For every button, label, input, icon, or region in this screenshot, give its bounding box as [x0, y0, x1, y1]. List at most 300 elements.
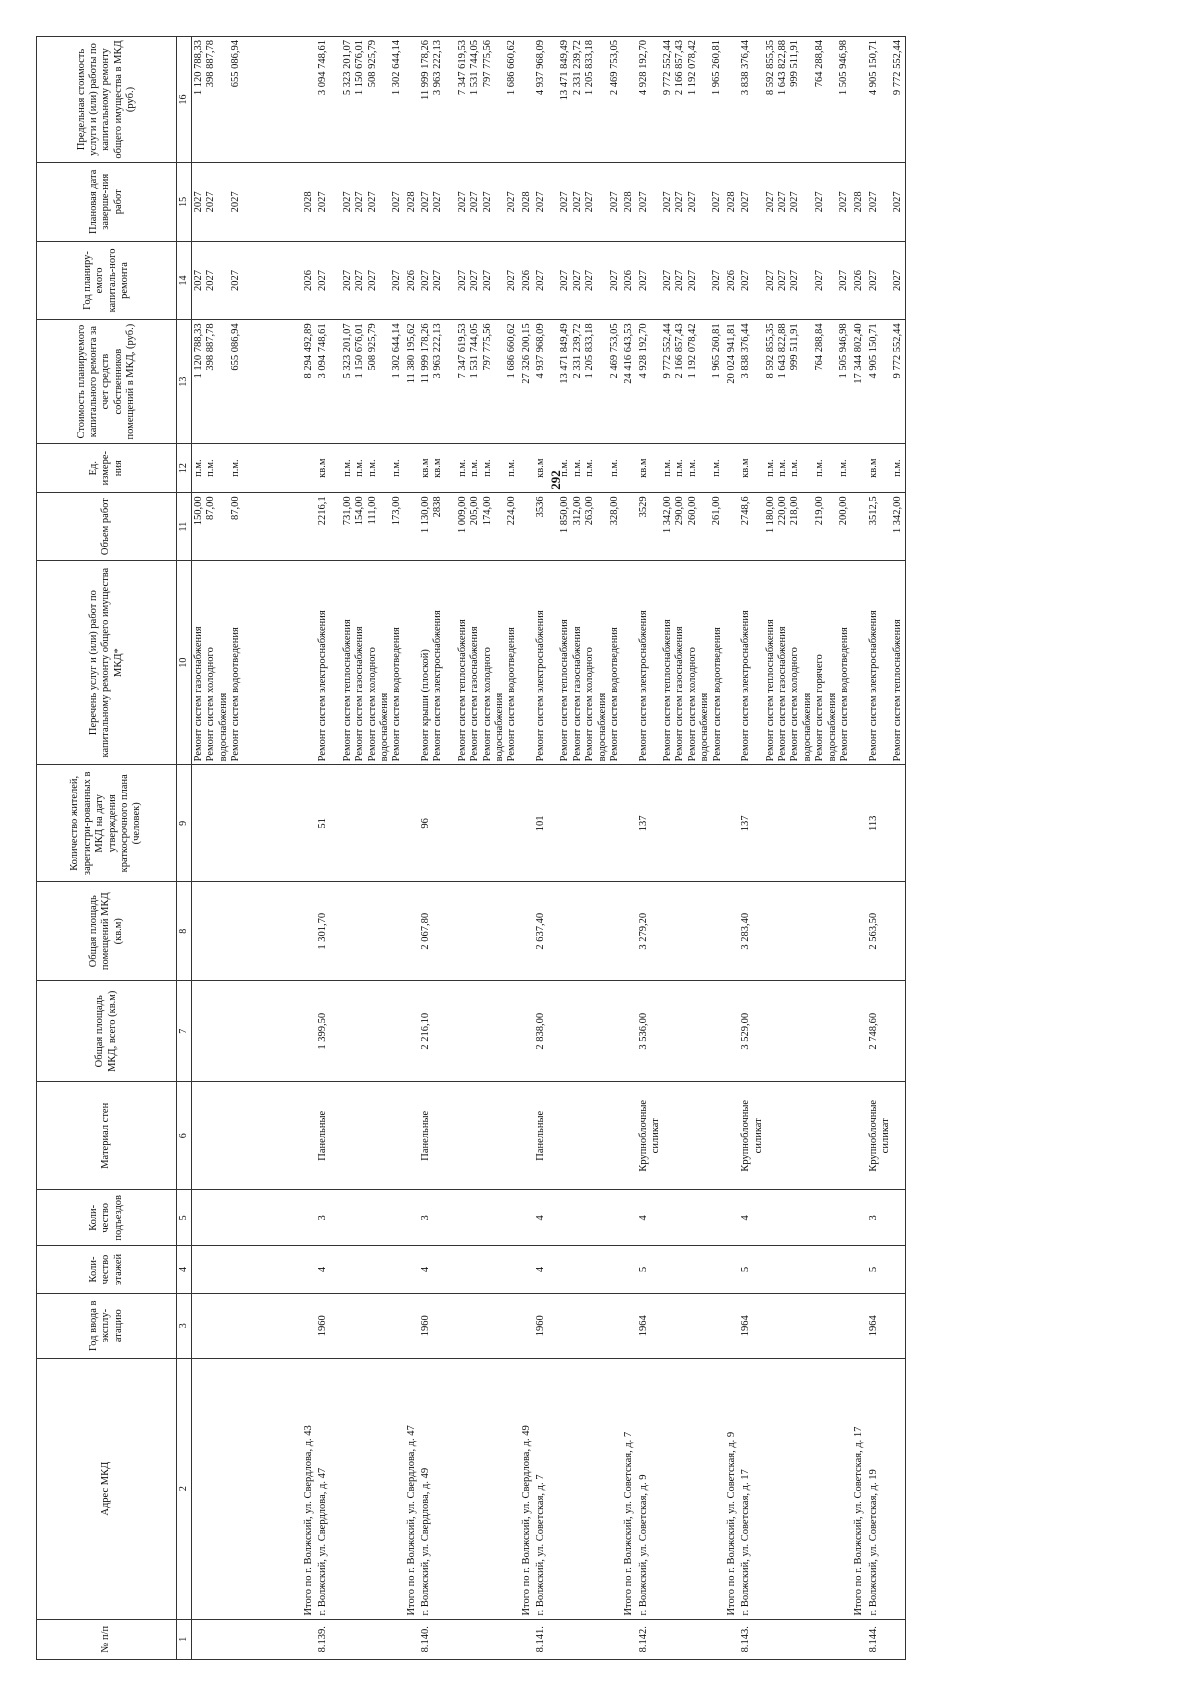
- planned-year-cell-line: [330, 245, 342, 317]
- entrances-cell-value: [303, 1193, 315, 1242]
- row-number: [316, 1619, 404, 1659]
- works-list-cell-line: Ремонт систем холодного: [366, 647, 378, 762]
- year-built-cell: [316, 1293, 404, 1358]
- residents-cell-value: 113: [867, 815, 879, 832]
- limit-cost-cell-line: 999 511,91: [789, 40, 801, 87]
- entrances-cell: [637, 1190, 725, 1246]
- entrances-cell-value: [623, 1193, 635, 1242]
- residents-cell-value: [406, 768, 418, 878]
- repair-cost-cell-line: 764 288,84: [813, 323, 825, 371]
- works-list-cell: [622, 560, 636, 765]
- works-list-cell-line: Ремонт систем холодного: [686, 647, 698, 762]
- premises-area-cell-value: [521, 885, 533, 977]
- total-area-cell-value: [623, 984, 635, 1078]
- end-date-cell: [520, 162, 534, 241]
- repair-cost-cell-line: 3 838 376,44: [740, 323, 752, 379]
- works-list-cell-line: Ремонт систем горячего: [814, 654, 826, 762]
- col-number: 3: [177, 1293, 192, 1358]
- col-number: 14: [177, 241, 192, 320]
- year-built-cell: [419, 1293, 520, 1358]
- planned-year-cell-line: 2027: [535, 269, 546, 291]
- limit-cost-cell-line: 655 086,94: [229, 40, 241, 88]
- limit-cost-cell-line: [853, 40, 865, 159]
- limit-cost-cell: [852, 37, 866, 163]
- works-list-cell-line: [330, 564, 342, 762]
- wall-material-cell: [419, 1082, 520, 1190]
- limit-cost-cell-line: [494, 40, 506, 159]
- col-number: 13: [177, 320, 192, 444]
- end-date-cell: [405, 162, 419, 241]
- repair-cost-cell-line: 1 205 833,18: [584, 323, 596, 379]
- works-list-cell-line: водоснабжения: [801, 692, 813, 762]
- total-area-cell: [739, 981, 852, 1082]
- works-list-cell-line: [521, 564, 533, 762]
- wall-material-cell: [739, 1082, 852, 1190]
- premises-area-cell: [852, 882, 866, 981]
- entrances-cell: [520, 1190, 534, 1246]
- unit-cell: [622, 443, 636, 492]
- planned-year-cell: [637, 241, 725, 320]
- address-cell-line: Итого по г. Волжский, ул. Советская, д. 9: [725, 1431, 737, 1616]
- repair-cost-cell-line: 398 887,78: [205, 323, 217, 371]
- residents-cell-value: [521, 768, 533, 878]
- unit-cell-line: п.м.: [764, 459, 776, 477]
- unit-cell: [316, 443, 404, 492]
- residents-cell-value: 137: [740, 815, 752, 832]
- end-date-cell-line: 2027: [432, 191, 444, 213]
- limit-cost-cell-line: 1 686 660,62: [505, 40, 517, 96]
- floors-cell-value: [303, 1249, 315, 1289]
- unit-cell-line: [753, 447, 765, 489]
- unit-cell-line: п.м.: [662, 459, 673, 477]
- end-date-cell-line: 2027: [892, 191, 903, 213]
- wall-material-cell-line: [406, 1085, 418, 1186]
- limit-cost-cell-line: 797 775,56: [481, 40, 493, 88]
- end-date-cell-line: 2027: [740, 191, 752, 213]
- total-area-cell-value: 2 216,10: [420, 1012, 431, 1050]
- year-built-cell: [534, 1293, 622, 1358]
- work-volume-cell-line: 260,00: [686, 496, 698, 526]
- work-volume-cell-line: [726, 496, 738, 556]
- total-area-cell: [192, 981, 303, 1082]
- limit-cost-cell: [725, 37, 739, 163]
- repair-cost-cell: [867, 320, 906, 444]
- premises-area-cell: [867, 882, 906, 981]
- works-list-cell-line: [623, 564, 635, 762]
- col-header: Коли-чество этажей: [37, 1246, 177, 1293]
- repair-cost-cell-line: [218, 323, 230, 440]
- col-header: Плановая дата заверше-ния работ: [37, 162, 177, 241]
- planned-year-cell-line: [445, 245, 457, 317]
- unit-cell-line: кв.м: [637, 458, 649, 478]
- wall-material-cell-line: [521, 1085, 533, 1186]
- repair-cost-cell: [739, 320, 852, 444]
- end-date-cell-line: 2027: [535, 191, 546, 213]
- unit-cell-line: [303, 447, 315, 489]
- end-date-cell-line: 2027: [764, 191, 776, 213]
- total-area-cell: [419, 981, 520, 1082]
- table-row: [534, 37, 622, 1660]
- limit-cost-cell-line: [650, 40, 662, 159]
- repair-cost-cell: [852, 320, 866, 444]
- works-list-cell: [637, 560, 725, 765]
- unit-cell-line: п.м.: [469, 459, 481, 477]
- work-volume-cell-line: 1 850,00: [559, 496, 571, 534]
- repair-cost-cell-line: 3 094 748,61: [317, 323, 329, 379]
- residents-cell: [405, 765, 419, 882]
- work-volume-cell-line: 290,00: [674, 496, 686, 526]
- end-date-cell-line: 2027: [469, 191, 481, 213]
- header-row: [37, 37, 177, 1660]
- end-date-cell-line: 2028: [623, 191, 635, 213]
- address-cell-line: [241, 1362, 253, 1616]
- residents-cell: [534, 765, 622, 882]
- limit-cost-cell-line: [547, 40, 559, 159]
- col-header: Адрес МКД: [37, 1358, 177, 1619]
- premises-area-cell-value: 1 301,70: [317, 912, 329, 950]
- planned-year-cell-line: 2027: [193, 269, 204, 291]
- works-list-cell-line: Ремонт систем водоотведения: [391, 627, 403, 762]
- end-date-cell-line: [699, 166, 711, 238]
- limit-cost-cell-line: 1 531 744,05: [469, 40, 481, 96]
- works-list-cell-line: Ремонт систем холодного: [205, 647, 217, 762]
- work-volume-cell-line: 312,00: [571, 496, 583, 526]
- end-date-cell: [419, 162, 520, 241]
- col-number: 12: [177, 443, 192, 492]
- wall-material-cell-line: [726, 1085, 738, 1186]
- repair-cost-cell: [419, 320, 520, 444]
- total-area-cell: [637, 981, 725, 1082]
- planned-year-cell-line: 2027: [892, 269, 903, 291]
- residents-cell: [192, 765, 303, 882]
- premises-area-cell: [405, 882, 419, 981]
- works-list-cell-line: Ремонт крыши (плоской): [420, 649, 431, 762]
- planned-year-cell-line: [880, 245, 892, 317]
- planned-year-cell-line: 2027: [740, 269, 752, 291]
- col-number: 6: [177, 1082, 192, 1190]
- address-cell-line: г. Волжский, ул. Советская, д. 17: [740, 1469, 752, 1616]
- works-list-cell: [852, 560, 866, 765]
- end-date-cell-line: 2028: [520, 191, 532, 213]
- total-area-cell: [520, 981, 534, 1082]
- total-area-cell-value: 3 536,00: [637, 1012, 649, 1050]
- year-built-cell-value: 1964: [740, 1315, 752, 1337]
- work-volume-cell-line: [853, 496, 865, 556]
- entrances-cell-value: [853, 1193, 865, 1242]
- planned-year-cell-line: 2027: [205, 269, 217, 291]
- address-cell: [534, 1358, 622, 1619]
- table-row: [852, 37, 866, 1660]
- work-volume-cell: [725, 493, 739, 560]
- table-row: [725, 37, 739, 1660]
- year-built-cell: [637, 1293, 725, 1358]
- premises-area-cell-value: 2 067,80: [420, 912, 431, 950]
- work-volume-cell-line: 87,00: [205, 496, 217, 521]
- unit-cell: [725, 443, 739, 492]
- address-cell-line: г. Волжский, ул. Свердлова, д. 49: [420, 1467, 431, 1616]
- limit-cost-cell-line: 1 302 644,14: [390, 40, 402, 96]
- planned-year-cell-line: [597, 245, 609, 317]
- col-number: 8: [177, 882, 192, 981]
- unit-cell-line: п.м.: [571, 459, 583, 477]
- work-volume-cell: [192, 493, 303, 560]
- planned-year-cell-line: 2027: [608, 269, 620, 291]
- end-date-cell-line: [826, 166, 838, 238]
- wall-material-cell-line: Панельные: [535, 1110, 546, 1161]
- entrances-cell: [867, 1190, 906, 1246]
- premises-area-cell: [302, 882, 316, 981]
- repair-cost-cell-line: [753, 323, 765, 440]
- planned-year-cell-line: [826, 245, 838, 317]
- works-list-cell-line: Ремонт систем электроснабжения: [535, 610, 546, 762]
- residents-cell-value: [303, 768, 315, 878]
- repair-cost-cell: [725, 320, 739, 444]
- end-date-cell-line: 2027: [505, 191, 517, 213]
- repair-cost-cell-line: 2 331 239,72: [571, 323, 583, 379]
- end-date-cell-line: 2027: [637, 191, 649, 213]
- address-cell-line: г. Волжский, ул. Советская, д. 19: [867, 1469, 879, 1616]
- work-volume-cell: [405, 493, 419, 560]
- year-built-cell-value: [623, 1297, 635, 1355]
- total-area-cell: [867, 981, 906, 1082]
- year-built-cell: [725, 1293, 739, 1358]
- limit-cost-cell-line: [802, 40, 814, 159]
- end-date-cell: [739, 162, 852, 241]
- works-list-cell-line: Ремонт систем водоотведения: [711, 627, 723, 762]
- unit-cell-line: п.м.: [390, 459, 402, 477]
- planned-year-cell-line: 2027: [686, 269, 698, 291]
- work-volume-cell-line: 220,00: [777, 496, 788, 526]
- unit-cell-line: п.м.: [777, 459, 788, 477]
- planned-year-cell-line: 2027: [777, 269, 788, 291]
- repair-cost-cell-line: [547, 323, 559, 440]
- total-area-cell: [725, 981, 739, 1082]
- limit-cost-cell: [192, 37, 303, 163]
- works-list-cell: [867, 560, 906, 765]
- unit-cell-line: [547, 447, 559, 489]
- year-built-cell-value: [726, 1297, 738, 1355]
- end-date-cell: [637, 162, 725, 241]
- premises-area-cell-value: 2 637,40: [535, 912, 546, 950]
- unit-cell-line: кв.м: [867, 458, 879, 478]
- works-list-cell-line: Ремонт систем холодного: [481, 647, 493, 762]
- row-number-value: 8.140.: [420, 1626, 431, 1653]
- unit-cell-line: п.м.: [608, 459, 620, 477]
- work-volume-cell-line: 3512,5: [867, 496, 879, 526]
- limit-cost-cell-line: 9 772 552,44: [892, 40, 903, 96]
- address-cell: [739, 1358, 852, 1619]
- unit-cell: [520, 443, 534, 492]
- address-cell-line: [253, 1362, 265, 1616]
- table-row: [316, 37, 404, 1660]
- table-row: [622, 37, 636, 1660]
- end-date-cell-line: [445, 166, 457, 238]
- limit-cost-cell-line: [379, 40, 391, 159]
- col-number: 1: [177, 1619, 192, 1659]
- work-volume-cell: [520, 493, 534, 560]
- wall-material-cell-line: [193, 1085, 205, 1186]
- repair-cost-cell: [637, 320, 725, 444]
- works-list-cell: [534, 560, 622, 765]
- planned-year-cell-line: 2026: [853, 269, 865, 291]
- limit-cost-cell-line: 2 331 239,72: [571, 40, 583, 96]
- repair-cost-cell-line: [699, 323, 711, 440]
- col-header: № п/п: [37, 1619, 177, 1659]
- total-area-cell-value: [853, 984, 865, 1078]
- floors-cell-value: 4: [317, 1266, 329, 1273]
- wall-material-cell: [637, 1082, 725, 1190]
- col-number: 7: [177, 981, 192, 1082]
- planned-year-cell-line: [699, 245, 711, 317]
- row-number-value: [521, 1623, 533, 1656]
- work-volume-cell-line: [445, 496, 457, 556]
- row-number-value: [406, 1623, 418, 1656]
- wall-material-cell-line: [303, 1085, 315, 1186]
- repair-cost-cell: [316, 320, 404, 444]
- work-volume-cell-line: 154,00: [354, 496, 366, 526]
- address-cell: [520, 1358, 534, 1619]
- work-volume-cell-line: 219,00: [813, 496, 825, 526]
- total-area-cell: [302, 981, 316, 1082]
- address-cell-line: [265, 1362, 277, 1616]
- year-built-cell-value: [853, 1297, 865, 1355]
- works-list-cell-line: Ремонт систем водоотведения: [230, 627, 242, 762]
- wall-material-cell-line: [623, 1085, 635, 1186]
- planned-year-cell-line: 2027: [354, 269, 366, 291]
- limit-cost-cell-line: 2 469 753,05: [608, 40, 620, 96]
- address-cell-line: Итого по г. Волжский, ул. Свердлова, д. 43: [303, 1425, 314, 1616]
- floors-cell-value: [406, 1249, 418, 1289]
- col-number: 15: [177, 162, 192, 241]
- works-list-cell-line: водоснабжения: [699, 692, 711, 762]
- repair-cost-cell-line: 8 592 855,35: [764, 323, 776, 379]
- repair-cost-cell-line: [802, 323, 814, 440]
- premises-area-cell: [622, 882, 636, 981]
- residents-cell-value: [726, 768, 738, 878]
- total-area-cell: [852, 981, 866, 1082]
- table-row: [520, 37, 534, 1660]
- col-header: Объем работ: [37, 493, 177, 560]
- end-date-cell: [302, 162, 316, 241]
- repair-cost-cell: [302, 320, 316, 444]
- repair-cost-cell-line: 1 192 078,42: [686, 323, 698, 379]
- works-list-cell-line: [406, 564, 418, 762]
- row-number-value: 8.139.: [317, 1626, 329, 1653]
- col-number: 10: [177, 560, 192, 765]
- limit-cost-cell-line: [726, 40, 738, 159]
- works-list-cell-line: водоснабжения: [826, 692, 838, 762]
- repair-cost-cell: [534, 320, 622, 444]
- unit-cell-line: [521, 447, 533, 489]
- works-list-cell-line: Ремонт систем газоснабжения: [571, 626, 583, 762]
- work-volume-cell-line: [597, 496, 609, 556]
- planned-year-cell-line: 2027: [469, 269, 481, 291]
- total-area-cell-value: 1 399,50: [317, 1012, 329, 1050]
- unit-cell-line: п.м.: [584, 459, 596, 477]
- wall-material-cell: [867, 1082, 906, 1190]
- planned-year-cell-line: 2027: [317, 269, 329, 291]
- col-header: Год планиру-емого капиталь-ного ремонта: [37, 241, 177, 320]
- wall-material-cell: [534, 1082, 622, 1190]
- table-body: [192, 37, 906, 1660]
- end-date-cell: [852, 162, 866, 241]
- floors-cell-value: 5: [637, 1266, 649, 1273]
- end-date-cell-line: [330, 166, 342, 238]
- capital-repair-table: [36, 36, 906, 1660]
- wall-material-cell-line: Крупноблочные: [637, 1099, 649, 1172]
- unit-cell-line: п.м.: [354, 459, 366, 477]
- premises-area-cell-value: [193, 885, 205, 977]
- work-volume-cell-line: 1 342,00: [662, 496, 673, 534]
- floors-cell-value: 4: [420, 1266, 431, 1273]
- unit-cell-line: кв.м: [432, 458, 444, 478]
- wall-material-cell-line: Крупноблочные: [867, 1099, 879, 1172]
- col-header: Материал стен: [37, 1082, 177, 1190]
- work-volume-cell-line: [406, 496, 418, 556]
- works-list-cell-line: водоснабжения: [596, 692, 608, 762]
- unit-cell-line: п.м.: [505, 459, 517, 477]
- address-cell-line: Итого по г. Волжский, ул. Свердлова, д. 47: [405, 1425, 417, 1616]
- end-date-cell-line: 2027: [341, 191, 353, 213]
- residents-cell: [852, 765, 866, 882]
- unit-cell-line: п.м.: [341, 459, 353, 477]
- planned-year-cell: [419, 241, 520, 320]
- work-volume-cell-line: [521, 496, 533, 556]
- limit-cost-cell-line: [218, 40, 230, 159]
- repair-cost-cell-line: [445, 323, 457, 440]
- wall-material-cell-line: силикат: [650, 1118, 661, 1154]
- planned-year-cell-line: [650, 245, 662, 317]
- residents-cell-value: 101: [535, 815, 546, 832]
- end-date-cell-line: 2027: [456, 191, 468, 213]
- repair-cost-cell-line: 3 963 222,13: [432, 323, 444, 379]
- wall-material-cell-line: Панельные: [420, 1110, 431, 1161]
- column-number-row: [177, 37, 192, 1660]
- work-volume-cell-line: 174,00: [481, 496, 493, 526]
- work-volume-cell-line: [379, 496, 391, 556]
- wall-material-cell-line: Панельные: [317, 1110, 329, 1161]
- unit-cell-line: [802, 447, 814, 489]
- planned-year-cell-line: 2027: [764, 269, 776, 291]
- unit-cell-line: [406, 447, 418, 489]
- year-built-cell: [852, 1293, 866, 1358]
- table-row: [192, 37, 303, 1660]
- unit-cell-line: п.м.: [205, 459, 217, 477]
- residents-cell-value: 137: [637, 815, 649, 832]
- limit-cost-cell-line: 4 928 192,70: [637, 40, 649, 96]
- limit-cost-cell: [622, 37, 636, 163]
- wall-material-cell: [302, 1082, 316, 1190]
- unit-cell-line: [826, 447, 838, 489]
- entrances-cell: [852, 1190, 866, 1246]
- works-list-cell-line: Ремонт систем теплоснабжения: [764, 619, 776, 762]
- end-date-cell-line: 2027: [559, 191, 571, 213]
- repair-cost-cell-line: 17 344 802,40: [853, 323, 865, 384]
- unit-cell: [419, 443, 520, 492]
- repair-cost-cell-line: 24 416 643,53: [623, 323, 635, 384]
- repair-cost-cell-line: 8 294 492,89: [303, 323, 314, 379]
- repair-cost-cell-line: 999 511,91: [789, 323, 801, 371]
- col-number: 11: [177, 493, 192, 560]
- wall-material-cell: [520, 1082, 534, 1190]
- work-volume-cell-line: [826, 496, 838, 556]
- address-cell-line: Итого по г. Волжский, ул. Советская, д. 17: [853, 1426, 865, 1616]
- unit-cell: [867, 443, 906, 492]
- wall-material-cell: [405, 1082, 419, 1190]
- residents-cell: [302, 765, 316, 882]
- address-cell: [192, 1358, 303, 1619]
- end-date-cell-line: 2027: [584, 191, 596, 213]
